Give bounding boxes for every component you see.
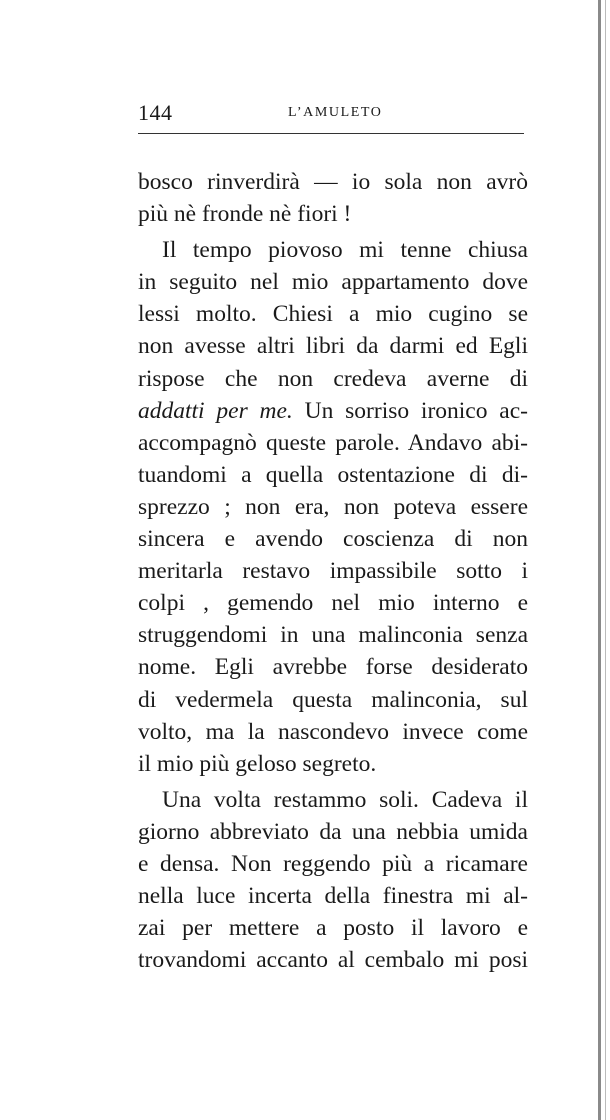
text-line: volto, ma la nascondevo invece come — [138, 718, 528, 745]
text-line: il mio più geloso segreto. — [138, 750, 377, 777]
body-text — [138, 166, 528, 976]
line-rest: Un sorriso ironico ac- — [292, 397, 528, 424]
text-line: sincera e avendo coscienza di non — [138, 526, 528, 553]
text-line: bosco rinverdirà — io sola non avrò — [138, 169, 528, 195]
text-line: colpi , gemendo nel mio interno e — [138, 590, 528, 617]
text-line: zai per mettere a posto il lavoro e — [138, 915, 528, 942]
page-number: 144 — [138, 100, 173, 125]
text-line: nella luce incerta della finestra mi al- — [138, 883, 528, 910]
text-line: nome. Egli avrebbe forse desiderato — [138, 654, 528, 681]
running-title: L’AMULETO — [288, 105, 383, 120]
text-line: trovandomi accanto al cembalo mi posi — [138, 947, 528, 974]
page-edge-shadow — [598, 0, 601, 1120]
text-line: Una volta restammo soli. Cadeva il — [162, 786, 528, 813]
text-line: struggendomi in una malinconia senza — [138, 622, 528, 649]
italic-phrase: addatti per me. — [138, 397, 293, 424]
text-line: in seguito nel mio appartamento dove — [138, 269, 528, 296]
text-line: accompagnò queste parole. Andavo abi- — [138, 429, 528, 456]
text-line: non avesse altri libri da darmi ed Egli — [138, 333, 528, 360]
page-edge-shadow-inner — [605, 0, 606, 1120]
text-line: più nè fronde nè fiori ! — [138, 201, 352, 228]
text-line: tuandomi a quella ostentazione di di- — [138, 461, 528, 488]
text-line: giorno abbreviato da una nebbia umida — [138, 818, 528, 845]
text-line: e densa. Non reggendo più a ricamare — [138, 850, 528, 877]
text-line: lessi molto. Chiesi a mio cugino se — [138, 301, 528, 328]
header-rule — [138, 133, 524, 134]
text-line: Il tempo piovoso mi tenne chiusa — [162, 237, 528, 264]
text-line: sprezzo ; non era, non poteva essere — [138, 493, 528, 520]
text-line: rispose che non credeva averne di — [138, 365, 528, 392]
running-head — [138, 100, 526, 128]
text-line: meritarla restavo impassibile sotto i — [138, 558, 528, 585]
text-line-italic — [138, 395, 528, 427]
text-line: di vedermela questa malinconia, sul — [138, 686, 528, 713]
